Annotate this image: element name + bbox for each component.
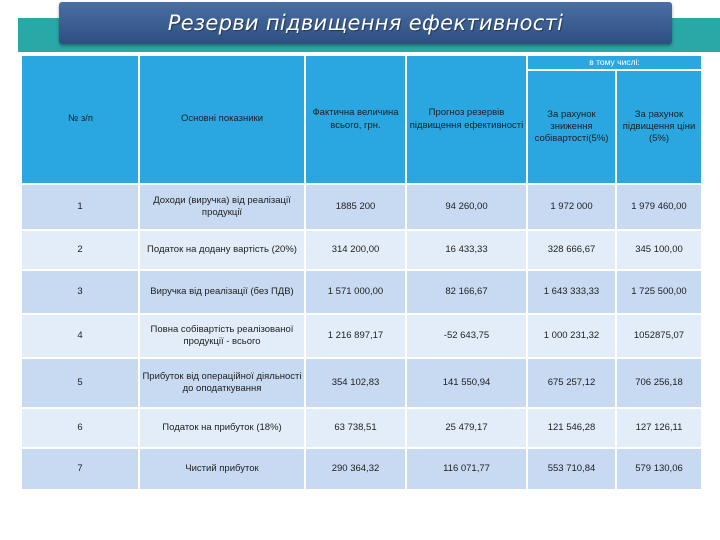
- cell-price: 1 979 460,00: [616, 184, 702, 230]
- cell-actual: 63 738,51: [305, 408, 406, 448]
- header-price-increase: За рахунок підвищення ціни (5%): [616, 70, 702, 184]
- cell-cost: 553 710,84: [527, 448, 616, 490]
- cell-num: 2: [21, 230, 139, 270]
- cell-num: 5: [21, 358, 139, 408]
- header-indicator: Основні показники: [139, 55, 305, 184]
- cell-indicator: Податок на додану вартість (20%): [139, 230, 305, 270]
- header-cost-reduction: За рахунок зниження собівартості(5%): [527, 70, 616, 184]
- cell-forecast: 94 260,00: [406, 184, 527, 230]
- cell-indicator: Чистий прибуток: [139, 448, 305, 490]
- cell-indicator: Податок на прибуток (18%): [139, 408, 305, 448]
- cell-forecast: 141 550,94: [406, 358, 527, 408]
- cell-actual: 314 200,00: [305, 230, 406, 270]
- cell-num: 4: [21, 314, 139, 358]
- cell-cost: 328 666,67: [527, 230, 616, 270]
- cell-actual: 1885 200: [305, 184, 406, 230]
- cell-price: 345 100,00: [616, 230, 702, 270]
- cell-price: 1052875,07: [616, 314, 702, 358]
- cell-cost: 121 546,28: [527, 408, 616, 448]
- table-row: [21, 314, 702, 358]
- table-row: [21, 408, 702, 448]
- table-row: [21, 230, 702, 270]
- cell-price: 706 256,18: [616, 358, 702, 408]
- cell-forecast: 116 071,77: [406, 448, 527, 490]
- cell-cost: 1 000 231,32: [527, 314, 616, 358]
- cell-actual: 1 216 897,17: [305, 314, 406, 358]
- cell-forecast: 16 433,33: [406, 230, 527, 270]
- cell-actual: 290 364,32: [305, 448, 406, 490]
- cell-forecast: 82 166,67: [406, 270, 527, 314]
- cell-forecast: 25 479,17: [406, 408, 527, 448]
- cell-num: 1: [21, 184, 139, 230]
- cell-price: 127 126,11: [616, 408, 702, 448]
- cell-cost: 1 643 333,33: [527, 270, 616, 314]
- cell-cost: 675 257,12: [527, 358, 616, 408]
- title-box: [59, 2, 672, 44]
- cell-num: 6: [21, 408, 139, 448]
- table-row: [21, 358, 702, 408]
- header-including: в тому числі:: [527, 55, 702, 70]
- cell-actual: 1 571 000,00: [305, 270, 406, 314]
- cell-price: 1 725 500,00: [616, 270, 702, 314]
- table-row: [21, 448, 702, 490]
- table-row: [21, 270, 702, 314]
- slide-title: Резерви підвищення ефективності: [167, 11, 564, 35]
- cell-indicator: Виручка від реалізації (без ПДВ): [139, 270, 305, 314]
- cell-num: 7: [21, 448, 139, 490]
- header-forecast: Прогноз резервів підвищення ефективності: [406, 55, 527, 184]
- cell-indicator: Доходи (виручка) від реалізації продукції: [139, 184, 305, 230]
- cell-price: 579 130,06: [616, 448, 702, 490]
- cell-num: 3: [21, 270, 139, 314]
- cell-cost: 1 972 000: [527, 184, 616, 230]
- header-actual: Фактична величина всього, грн.: [305, 55, 406, 184]
- cell-indicator: Повна собівартість реалізованої продукції - всього: [139, 314, 305, 358]
- cell-forecast: -52 643,75: [406, 314, 527, 358]
- table-row: [21, 184, 702, 230]
- cell-indicator: Прибуток від операційної діяльності до оподаткування: [139, 358, 305, 408]
- efficiency-reserves-table: [20, 54, 703, 491]
- cell-actual: 354 102,83: [305, 358, 406, 408]
- header-num: № з/п: [21, 55, 139, 184]
